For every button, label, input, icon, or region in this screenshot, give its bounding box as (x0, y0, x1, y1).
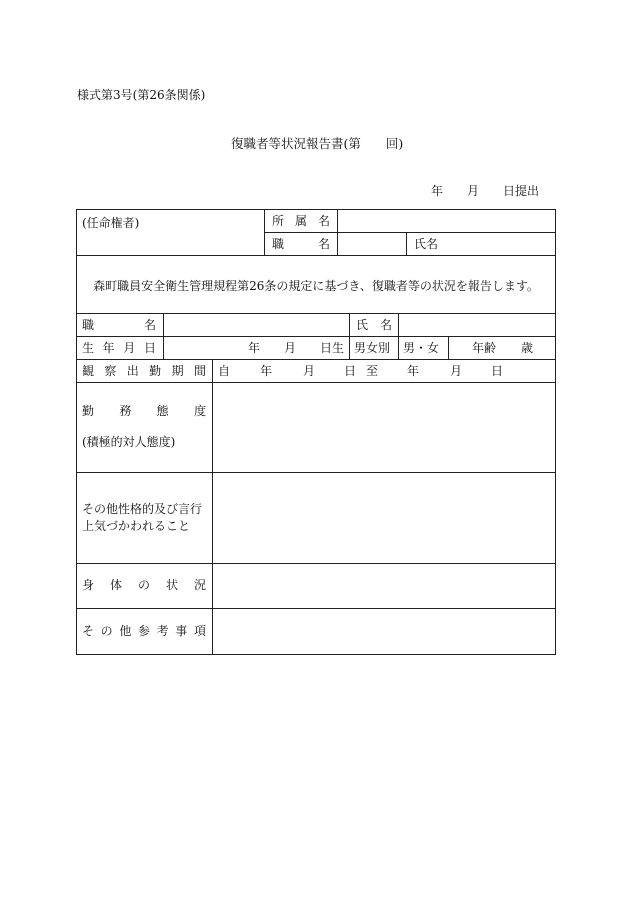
observation-period-label: 観 察 出 勤 期 間 (82, 364, 206, 378)
table-rule (264, 232, 556, 233)
table-border-bottom (76, 654, 556, 655)
table-rule (76, 608, 556, 609)
subject-name-label: 氏 名 (356, 318, 392, 332)
table-rule (76, 255, 556, 256)
addressee-name-label: 氏名 (414, 237, 439, 251)
work-attitude-label: 勤 務 態 度 (82, 404, 206, 418)
period-from: 自 (218, 364, 231, 378)
sex-label: 男女別 (354, 341, 391, 355)
table-rule (76, 563, 556, 564)
birth-month-unit: 月 (284, 341, 297, 355)
table-rule (76, 382, 556, 383)
sex-options: 男・女 (403, 341, 440, 355)
from-month-unit: 月 (303, 364, 316, 378)
report-form-table (76, 209, 556, 655)
table-rule (264, 209, 265, 255)
birth-day-unit: 日生 (320, 341, 345, 355)
table-rule (163, 313, 164, 359)
table-border-top (76, 209, 556, 210)
period-to: 至 (366, 364, 379, 378)
birth-year-unit: 年 (248, 341, 261, 355)
table-rule (76, 336, 556, 337)
from-year-unit: 年 (260, 364, 273, 378)
table-rule (448, 336, 449, 359)
birthdate-label: 生 年 月 日 (82, 341, 156, 355)
personality-label-line2: 上気づかわれること (82, 519, 191, 533)
appointer-label: (任命権者) (82, 216, 140, 230)
addressee-position-label: 職 名 (272, 237, 330, 251)
to-day-unit: 日 (491, 364, 504, 378)
table-rule (398, 313, 399, 359)
personality-label-line1: その他性格的及び言行 (82, 502, 203, 516)
other-remarks-label: そ の 他 参 考 事 項 (82, 624, 206, 638)
table-rule (76, 313, 556, 314)
form-number: 様式第3号(第26条関係) (77, 88, 206, 102)
subject-position-label: 職 名 (82, 318, 156, 332)
table-rule (349, 313, 350, 359)
page-title: 復職者等状況報告書(第 回) (231, 136, 404, 151)
table-rule (406, 232, 407, 255)
table-rule (76, 359, 556, 360)
report-statement: 森町職員安全衛生管理規程第26条の規定に基づき、復職者等の状況を報告します。 (93, 279, 539, 293)
affiliation-label: 所 属 名 (272, 214, 330, 228)
to-year-unit: 年 (407, 364, 420, 378)
submission-date-line: 年 月 日提出 (431, 184, 540, 198)
table-rule (212, 359, 213, 655)
work-attitude-sublabel: (積極的対人態度) (82, 435, 176, 449)
age-label: 年齢 (472, 341, 497, 355)
from-day-unit: 日 (344, 364, 357, 378)
table-rule (76, 472, 556, 473)
physical-condition-label: 身 体 の 状 況 (82, 578, 206, 592)
table-rule (337, 209, 338, 255)
table-border-right (555, 209, 556, 655)
table-border-left (76, 209, 77, 655)
age-unit: 歳 (521, 341, 534, 355)
to-month-unit: 月 (450, 364, 463, 378)
